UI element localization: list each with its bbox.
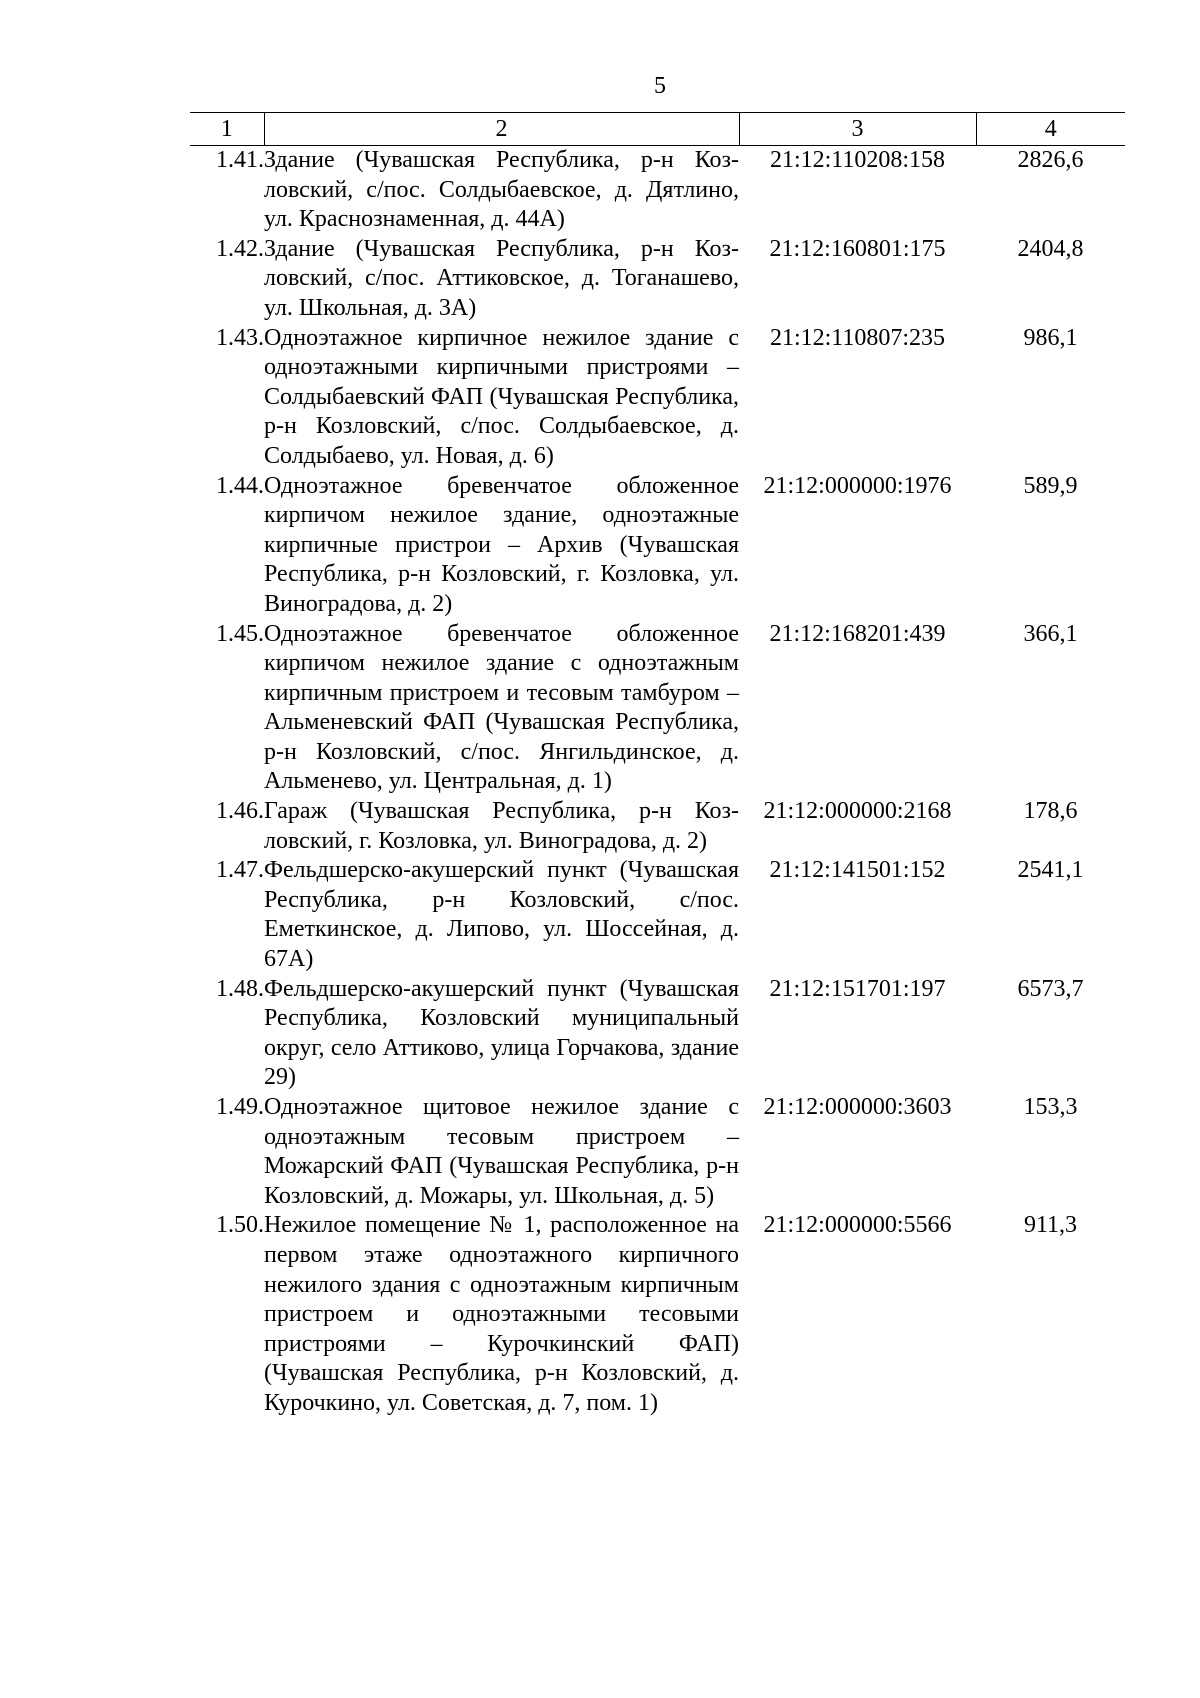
row-cadastral-number: 21:12:110208:158	[769, 147, 946, 173]
row-cadastral-number: 21:12:000000:2168	[763, 798, 952, 825]
row-cadastral-number: 21:12:151701:197	[769, 975, 946, 1002]
row-area: 178,6	[1023, 798, 1078, 825]
row-area: 153,3	[1023, 1094, 1078, 1120]
row-area: 589,9	[1023, 472, 1078, 499]
row-description: Одноэтажное бревенчатое обложенное кирпичом нежилое здание, одноэтажные кирпичные пристрои – Архив (Чувашская Республика, р-н Козловский, г. Козловка, ул. Виноградова, д. 2)	[264, 472, 739, 617]
row-area: 6573,7	[1017, 975, 1084, 1002]
row-area: 2541,1	[1017, 857, 1084, 884]
row-number: 1.43.	[216, 324, 264, 351]
row-area: 2404,8	[1017, 235, 1084, 262]
table-header	[190, 113, 1125, 146]
row-cadastral-number: 21:12:110807:235	[769, 324, 946, 351]
row-cadastral-number: 21:12:000000:1976	[763, 472, 952, 499]
row-description: Нежилое помещение № 1, расположенное на первом этаже одноэтажного кирпичного нежилого здания с одноэтажным кирпичным пристроем и одноэтажными тесовыми пристроями – Курочкинский ФАП) (Чувашская Республика, р-н Козловский, д. Курочкино, ул. Советская, д. 7, пом. 1)	[264, 1212, 739, 1416]
row-cadastral-number: 21:12:141501:152	[769, 857, 946, 884]
table-row	[190, 146, 1125, 235]
row-description: Гараж (Чувашская Республика, р-н Козловский, г. Козловка, ул. Виноградова, д. 2)	[264, 798, 739, 854]
row-number: 1.46.	[216, 798, 264, 825]
row-cadastral-number: 21:12:168201:439	[769, 620, 946, 647]
row-description: Одноэтажное бревенчатое обложенное кирпичом нежилое здание с одноэтажным кирпичным пристроем и тесовым тамбуром – Альменевский ФАП (Чувашская Республика, р-н Козловский, с/пос. Янгильдинское, д. Альменево, ул. Центральная, д. 1)	[264, 620, 739, 795]
row-number: 1.45.	[216, 620, 264, 647]
row-area: 366,1	[1023, 620, 1078, 647]
table-row	[190, 797, 1125, 856]
header-col-3: 3	[739, 113, 976, 146]
table-row	[190, 1211, 1125, 1418]
row-description: Одноэтажное кирпичное нежилое здание с одноэтажными кирпичными пристроями – Солдыбаевский ФАП (Чувашская Республика, р-н Козловский, с/пос. Солдыбаевское, д. Солдыбаево, ул. Новая, д. 6)	[264, 324, 739, 469]
table-row	[190, 856, 1125, 974]
row-number: 1.42.	[216, 235, 264, 262]
row-number: 1.44.	[216, 472, 264, 499]
table-row	[190, 324, 1125, 472]
table-row	[190, 620, 1125, 798]
header-col-1: 1	[190, 113, 264, 146]
row-description: Здание (Чувашская Республика, р-н Козловский, с/пос. Солдыбаевское, д. Дятлино, ул. Краснознаменная, д. 44А)	[264, 147, 739, 233]
row-description: Фельдшерско-акушерский пункт (Чувашская Республика, Козловский муниципальный округ, село Аттиково, улица Горчакова, здание 29)	[264, 975, 739, 1091]
row-description: Здание (Чувашская Республика, р-н Козловский, с/пос. Аттиковское, д. Тоганашево, ул. Школьная, д. 3А)	[264, 235, 739, 321]
row-cadastral-number: 21:12:000000:5566	[763, 1212, 952, 1239]
page-number: 5	[654, 73, 666, 99]
row-number: 1.48.	[216, 975, 264, 1002]
table-row	[190, 235, 1125, 324]
header-row	[190, 113, 1125, 146]
row-area: 986,1	[1023, 324, 1078, 351]
table-row	[190, 975, 1125, 1093]
row-cadastral-number: 21:12:000000:3603	[763, 1094, 952, 1120]
row-area: 911,3	[1023, 1212, 1078, 1239]
row-description: Фельдшерско-акушерский пункт (Чувашская Республика, р-н Козловский, с/пос. Еметкинское, д. Липово, ул. Шоссейная, д. 67А)	[264, 857, 739, 973]
row-number: 1.50.	[216, 1212, 264, 1239]
table-body	[190, 146, 1125, 1419]
table-row	[190, 472, 1125, 620]
row-area: 2826,6	[1017, 147, 1084, 173]
row-cadastral-number: 21:12:160801:175	[769, 235, 946, 262]
row-description: Одноэтажное щитовое нежилое здание с одноэтажным тесовым пристроем – Можарский ФАП (Чувашская Республика, р-н Козловский, д. Можары, ул. Школьная, д. 5)	[264, 1094, 739, 1209]
header-col-4: 4	[976, 113, 1125, 146]
property-table	[190, 112, 1125, 1419]
row-number: 1.47.	[216, 857, 264, 884]
header-col-2: 2	[264, 113, 739, 146]
table-row	[190, 1093, 1125, 1211]
row-number: 1.41.	[216, 147, 264, 173]
row-number: 1.49.	[216, 1094, 264, 1120]
